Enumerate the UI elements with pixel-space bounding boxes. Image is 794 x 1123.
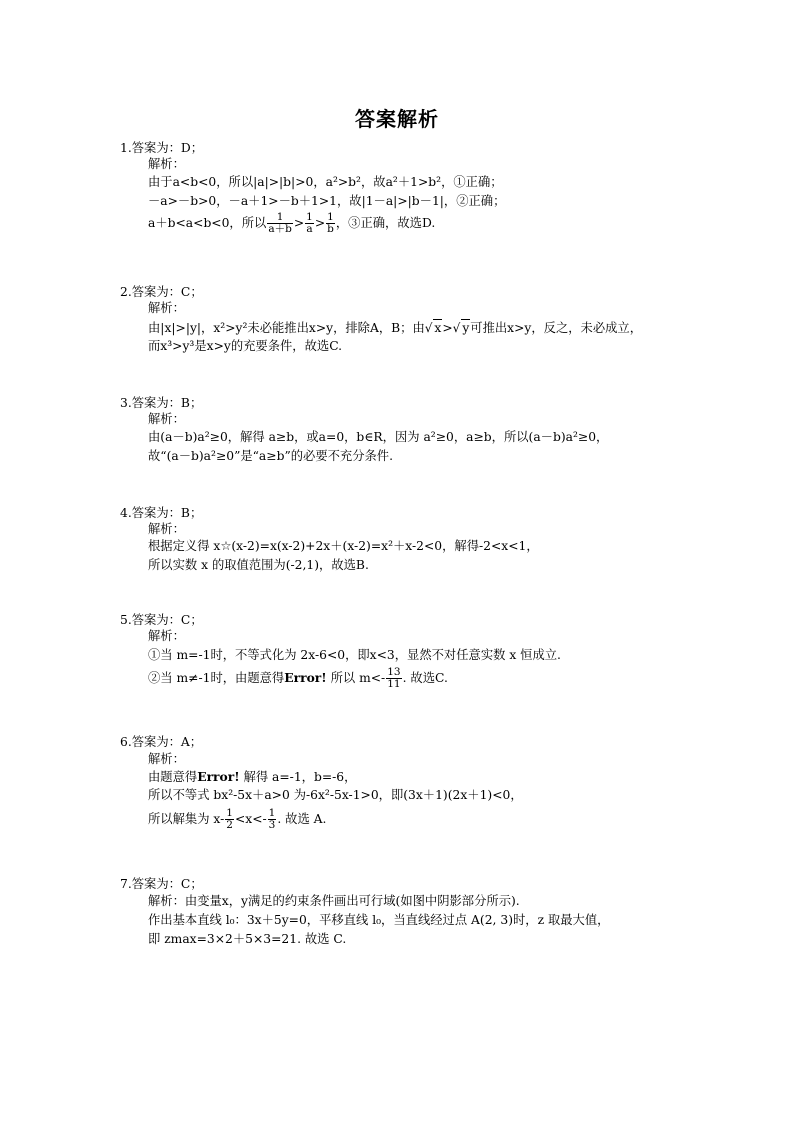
q4-line-2: 所以实数 x 的取值范围为(-2,1)，故选B. [148, 558, 369, 572]
q5-answer: 5.答案为：C； [120, 613, 203, 627]
q1-line-2: －a>－b>0，－a＋1>－b＋1>1，故|1－a|>|b－1|，②正确； [148, 194, 506, 208]
q1-gt-2: > [314, 216, 326, 230]
q5-line-2-end: . 故选C. [402, 671, 448, 685]
q1-fraction-1 [267, 212, 292, 235]
q5-line-1: ①当 m=-1时，不等式化为 2x-6<0，即x<3，显然不对任意实数 x 恒成立. [148, 648, 561, 662]
q6-answer: 6.答案为：A； [120, 735, 203, 749]
q6-line-3-end: . 故选 A. [277, 812, 327, 826]
q6-line-1 [148, 769, 356, 785]
q7-line-2: 作出基本直线 l₀：3x＋5y=0，平移直线 l₀，当直线经过点 A(2, 3)时，z 取最大值， [148, 913, 610, 927]
q1-frac3-num: 1 [327, 211, 334, 223]
q1-frac1-den: a＋b [268, 223, 292, 235]
q5-fraction [386, 667, 401, 690]
q3-answer: 3.答案为：B； [120, 396, 203, 410]
q4-answer: 4.答案为：B； [120, 506, 203, 520]
q5-frac-num: 13 [387, 666, 401, 678]
q3-analysis-label: 解析： [148, 412, 185, 426]
q4-analysis-label: 解析： [148, 522, 185, 536]
q3-line-2: 故“(a－b)a²≥0”是“a≥b”的必要不充分条件. [148, 449, 394, 463]
q5-frac-den: 11 [387, 678, 401, 690]
q6-frac2-den: 3 [268, 819, 276, 831]
q1-line-1: 由于a<b<0，所以|a|>|b|>0，a²>b²，故a²＋1>b²，①正确； [148, 175, 503, 189]
q6-error-text: Error! [197, 769, 240, 784]
q2-line-2: 而x³>y³是x>y的充要条件，故选C. [148, 339, 343, 353]
q3-line-1: 由(a－b)a²≥0，解得 a≥b，或a=0，b∈R，因为 a²≥0，a≥b，所以(a－b)a²≥0， [148, 430, 609, 444]
q6-frac1-den: 2 [226, 819, 233, 831]
q1-frac3-den: b [327, 223, 334, 235]
q5-error-text: Error! [284, 670, 327, 685]
q2-line-1 [148, 319, 642, 336]
q5-line-2-text: ②当 m≠-1时，由题意得 [148, 671, 285, 685]
q6-fraction-1 [225, 808, 234, 831]
q6-analysis-label: 解析： [148, 752, 185, 766]
q6-line-3-mid: <x<- [234, 812, 267, 826]
q1-frac2-den: a [306, 223, 313, 235]
q1-frac1-num: 1 [276, 211, 284, 223]
page-title: 答案解析 [355, 107, 439, 131]
q1-line-3 [148, 212, 435, 235]
q4-line-1: 根据定义得 x☆(x-2)=x(x-2)+2x＋(x-2)=x²＋x-2<0，解得-2<x<1， [148, 539, 539, 553]
q1-gt-1: > [293, 216, 305, 230]
q6-fraction-2 [268, 808, 277, 831]
q7-line-1: 解析：由变量x，y满足的约束条件画出可行域(如图中阴影部分所示). [148, 894, 520, 908]
q1-frac2-num: 1 [306, 211, 313, 223]
q1-answer: 1.答案为：D； [120, 141, 204, 155]
q6-line-1-end: 解得 a=-1，b=-6， [243, 770, 357, 784]
q1-fraction-2 [305, 212, 314, 235]
q6-line-2: 所以不等式 bx²-5x＋a>0 为-6x²-5x-1>0，即(3x＋1)(2x＋1)<0， [148, 788, 523, 802]
q5-line-2 [148, 667, 448, 690]
q2-line-1-text: 由|x|>|y|，x²>y²未必能推出x>y，排除A，B；由 [148, 321, 425, 335]
q2-sqrt-y: y [462, 321, 470, 335]
q6-frac1-num: 1 [226, 807, 233, 819]
q2-answer: 2.答案为：C； [120, 285, 203, 299]
sqrt-icon: √ [424, 321, 433, 335]
q6-line-3-text: 所以解集为 x- [148, 812, 225, 826]
q2-analysis-label: 解析： [148, 301, 185, 315]
q5-line-2-mid: 所以 m<- [330, 671, 386, 685]
q2-gt: > [442, 321, 453, 335]
q6-frac2-num: 1 [268, 807, 276, 819]
sqrt-icon: √ [452, 321, 461, 335]
q6-line-3 [148, 808, 326, 831]
q2-line-1-end: 可推出x>y，反之，未必成立， [470, 321, 643, 335]
q7-answer: 7.答案为：C； [120, 877, 203, 891]
q6-line-1-text: 由题意得 [148, 770, 198, 784]
q7-line-3: 即 zmax=3×2＋5×3=21. 故选 C. [148, 932, 347, 946]
q1-fraction-3 [326, 212, 335, 235]
q1-line-3-text: a＋b<a<b<0，所以 [148, 216, 267, 230]
q1-analysis-label: 解析： [148, 157, 185, 171]
q2-sqrt-x: x [434, 321, 442, 335]
q5-analysis-label: 解析： [148, 629, 185, 643]
q1-line-3-end: ，③正确，故选D. [335, 216, 436, 230]
